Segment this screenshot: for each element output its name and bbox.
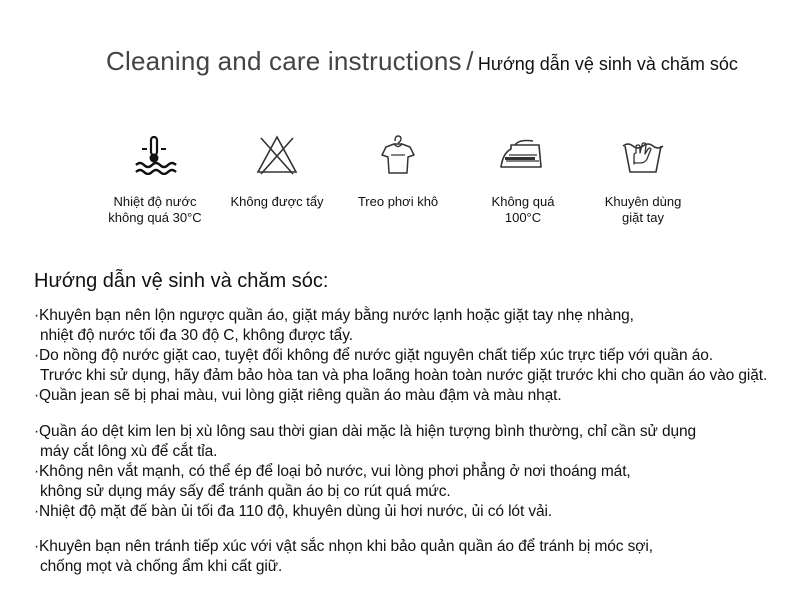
care-label-line2: 100°C: [504, 210, 542, 225]
care-item-water-temperature: [90, 126, 220, 226]
care-item-hand-wash: [578, 126, 708, 226]
instruction-line: ·Quần jean sẽ bị phai màu, vui lòng giặt riêng quần áo màu đậm và màu nhạt.: [34, 387, 562, 404]
instruction-line: ·Do nồng độ nước giặt cao, tuyệt đối không để nước giặt nguyên chất tiếp xúc trực tiếp với quần áo.: [34, 347, 714, 364]
no-bleach-icon: [255, 134, 299, 176]
care-label-line1: Nhiệt độ nước: [113, 194, 197, 209]
instruction-line: nhiệt độ nước tối đa 30 độ C, không được tẩy.: [40, 327, 353, 344]
instruction-line: ·Nhiệt độ mặt đế bàn ủi tối đa 110 độ, khuyên dùng ủi hơi nước, ủi có lót vải.: [34, 503, 553, 520]
instruction-line: ·Không nên vắt mạnh, có thể ép để loại bỏ nước, vui lòng phơi phẳng ở nơi thoáng mát,: [34, 463, 631, 480]
instruction-line: máy cắt lông xù để cắt tỉa.: [40, 443, 218, 460]
instructions-block-storage: [34, 537, 653, 577]
instruction-line: không sử dụng máy sấy để tránh quần áo bị co rút quá mức.: [40, 483, 451, 500]
water-temperature-icon: [132, 135, 178, 175]
care-label-line1: Không được tẩy: [230, 194, 324, 209]
instruction-line: ·Khuyên bạn nên tránh tiếp xúc với vật sắc nhọn khi bảo quản quần áo để tránh bị móc sợi,: [34, 538, 653, 555]
care-item-hang-dry: [333, 126, 463, 210]
care-label-line2: không quá 30°C: [108, 210, 202, 225]
care-label-line2: giặt tay: [622, 210, 664, 225]
care-item-no-bleach: [212, 126, 342, 210]
hand-wash-icon: [620, 134, 666, 176]
care-item-iron: [458, 126, 588, 226]
instruction-line: chống mọt và chống ẩm khi cất giữ.: [40, 558, 283, 575]
instructions-block-washing: [34, 306, 767, 406]
care-label-line1: Treo phơi khô: [357, 194, 439, 209]
care-label-line1: Không quá: [491, 194, 555, 209]
instructions-heading: Hướng dẫn vệ sinh và chăm sóc:: [34, 270, 329, 292]
page-header: [106, 46, 738, 77]
title-english: Cleaning and care instructions: [106, 46, 462, 76]
instruction-line: ·Quần áo dệt kim len bị xù lông sau thời gian dài mặc là hiện tượng bình thường, chỉ cần sử dụng: [34, 423, 697, 440]
instruction-line: ·Khuyên bạn nên lộn ngược quần áo, giặt máy bằng nước lạnh hoặc giặt tay nhẹ nhàng,: [34, 307, 634, 324]
hang-dry-icon: [378, 133, 418, 177]
iron-icon: [497, 137, 549, 173]
instructions-block-knit-drying: [34, 422, 696, 522]
title-separator: /: [466, 46, 474, 76]
title-vietnamese: Hướng dẫn vệ sinh và chăm sóc: [477, 54, 738, 74]
care-label-line1: Khuyên dùng: [604, 194, 682, 209]
instruction-line: Trước khi sử dụng, hãy đảm bảo hòa tan và pha loãng hoàn toàn nước giặt trước khi cho quần áo vào giặt.: [40, 367, 768, 384]
